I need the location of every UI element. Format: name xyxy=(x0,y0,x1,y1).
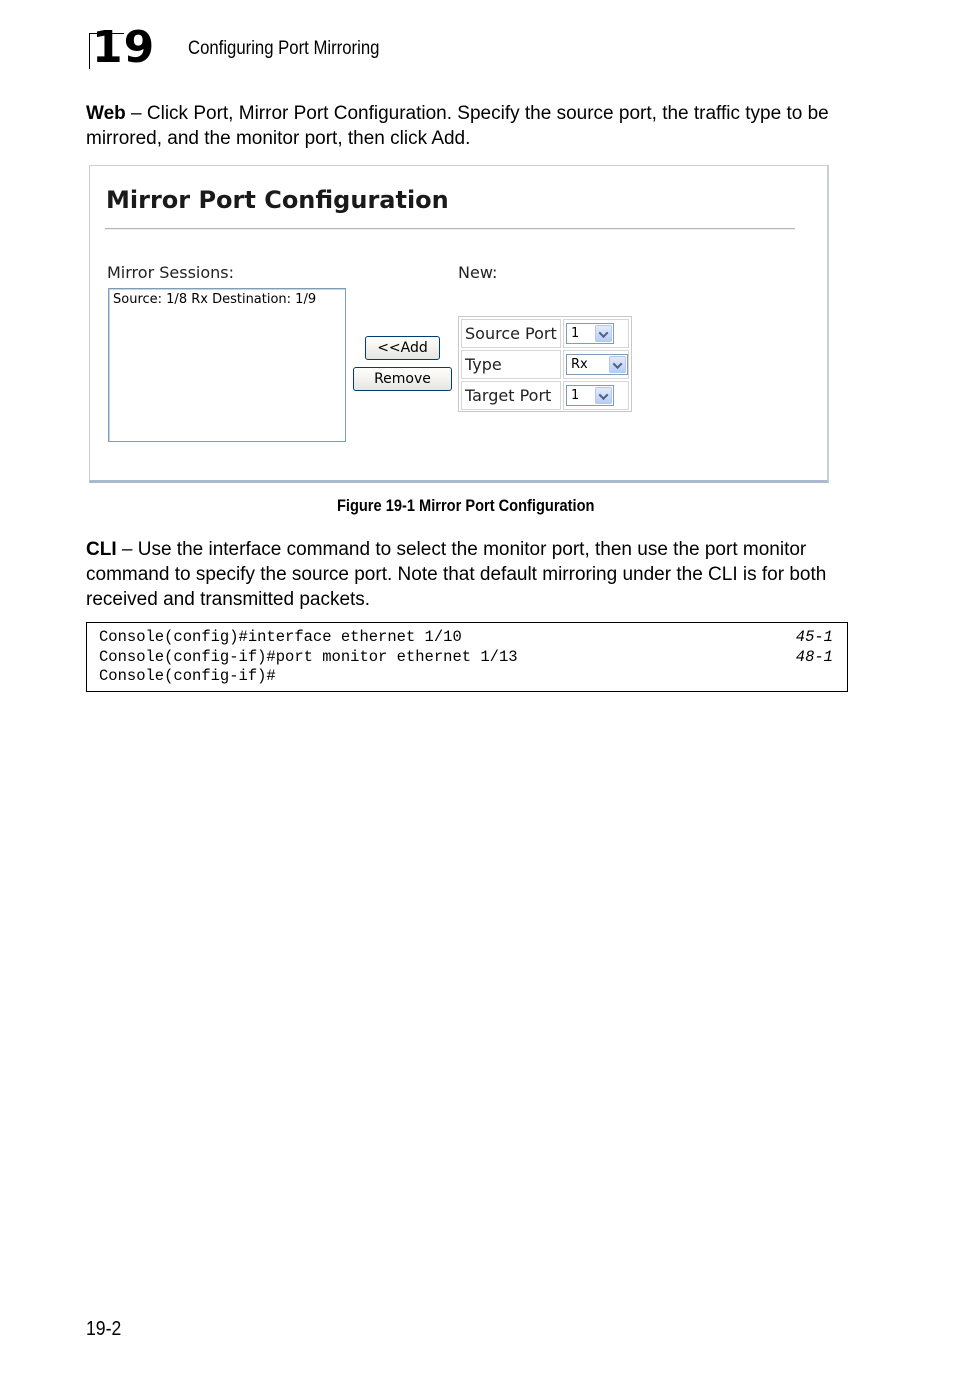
chevron-down-icon[interactable] xyxy=(609,356,626,373)
code-line: Console(config-if)#port monitor ethernet 1/13 xyxy=(99,648,518,666)
target-port-row xyxy=(461,381,629,410)
new-session-form xyxy=(458,316,632,412)
type-row xyxy=(461,350,629,379)
remove-button[interactable]: Remove xyxy=(353,367,452,391)
source-port-label: Source Port xyxy=(461,319,561,348)
type-cell xyxy=(563,350,629,379)
page-number: 19-2 xyxy=(86,1318,122,1340)
cli-instructions xyxy=(86,537,856,612)
target-port-label: Target Port xyxy=(461,381,561,410)
chevron-down-icon[interactable] xyxy=(595,325,612,342)
mirror-port-configuration-screenshot xyxy=(89,165,829,483)
title-divider xyxy=(105,228,795,230)
cli-code-example xyxy=(86,622,848,692)
web-text: – Click Port, Mirror Port Configuration. Specify the source port, the traffic type to be mirrored, and the monitor port, then click Add. xyxy=(86,103,829,149)
running-head: Configuring Port Mirroring xyxy=(188,38,380,59)
type-label: Type xyxy=(461,350,561,379)
code-line: Console(config)#interface ethernet 1/10 xyxy=(99,628,462,646)
target-port-value: 1 xyxy=(571,388,580,403)
type-select[interactable] xyxy=(566,354,628,375)
source-port-value: 1 xyxy=(571,326,580,341)
panel-title: Mirror Port Configuration xyxy=(106,186,449,214)
chapter-number: 19 xyxy=(92,22,156,73)
web-lead: Web xyxy=(86,103,126,124)
new-session-label: New: xyxy=(458,263,498,282)
session-list-item[interactable]: Source: 1/8 Rx Destination: 1/9 xyxy=(113,292,317,307)
source-port-cell xyxy=(563,319,629,348)
code-line-reference: 45-1 xyxy=(795,628,833,646)
figure-caption-text: Figure 19-1 Mirror Port Configuration xyxy=(337,496,595,515)
code-line-reference: 48-1 xyxy=(795,648,833,666)
type-value: Rx xyxy=(571,357,588,372)
mirror-sessions-label: Mirror Sessions: xyxy=(107,263,234,282)
cli-text: – Use the interface command to select the monitor port, then use the port monitor command to specify the source port. Note that default mirroring under the CLI is for both received and transmitted packets. xyxy=(86,539,827,610)
target-port-cell xyxy=(563,381,629,410)
source-port-row xyxy=(461,319,629,348)
cli-lead: CLI xyxy=(86,539,117,560)
mirror-sessions-listbox[interactable] xyxy=(108,288,346,442)
add-button[interactable]: <<Add xyxy=(365,336,440,360)
figure-caption xyxy=(0,496,932,516)
web-instructions xyxy=(86,101,856,151)
code-line: Console(config-if)# xyxy=(99,667,276,685)
target-port-select[interactable] xyxy=(566,385,614,406)
chevron-down-icon[interactable] xyxy=(595,387,612,404)
source-port-select[interactable] xyxy=(566,323,614,344)
